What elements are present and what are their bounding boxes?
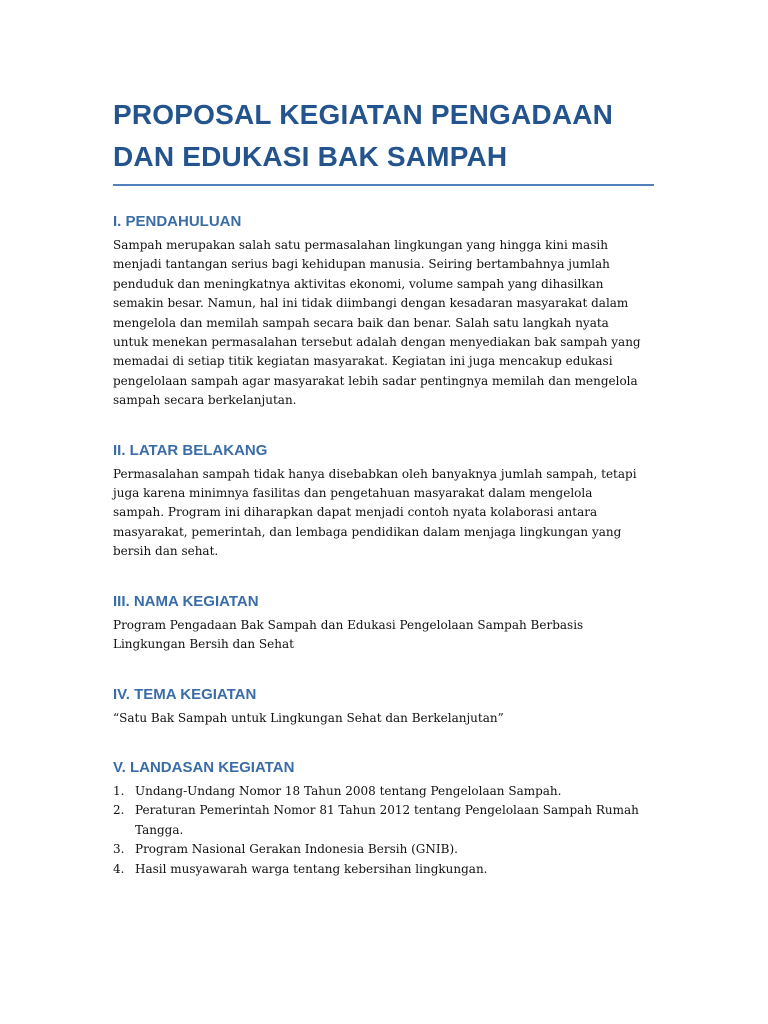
section-body: Permasalahan sampah tidak hanya disebabkan oleh banyaknya jumlah sampah, tetapi juga karena minimnya fasilitas dan pengetahuan masyarakat dalam mengelola sampah. Program ini diharapkan dapat menjadi contoh nyata kolaborasi antara masyarakat, pemerintah, dan lembaga pendidikan dalam menjaga lingkungan yang bersih dan sehat.: [113, 466, 637, 559]
list-item-text: Hasil musyawarah warga tentang kebersihan lingkungan.: [135, 861, 488, 876]
list-item-number: 1.: [113, 783, 125, 798]
section-pendahuluan: [113, 212, 654, 411]
list-item-text: Peraturan Pemerintah Nomor 81 Tahun 2012 tentang Pengelolaan Sampah Rumah Tangga.: [135, 803, 639, 837]
section-landasan-kegiatan: [113, 758, 654, 879]
section-body: “Satu Bak Sampah untuk Lingkungan Sehat dan Berkelanjutan”: [113, 710, 504, 725]
section-heading: V. LANDASAN KEGIATAN: [113, 758, 295, 776]
list-item-number: 4.: [113, 861, 125, 876]
list-item: [113, 860, 643, 879]
list-item: [113, 782, 643, 801]
section-heading: I. PENDAHULUAN: [113, 213, 242, 230]
section-body: Sampah merupakan salah satu permasalahan lingkungan yang hingga kini masih menjadi tantangan serius bagi kehidupan manusia. Seiring bertambahnya jumlah penduduk dan meningkatnya aktivitas ekonomi, volume sampah yang dihasilkan semakin besar. Namun, hal ini tidak diimbangi dengan kesadaran masyarakat dalam mengelola dan memilah sampah secara baik dan benar. Salah satu langkah nyata untuk menekan permasalahan tersebut adalah dengan menyediakan bak sampah yang memadai di setiap titik kegiatan masyarakat. Kegiatan ini juga mencakup edukasi pengelolaan sampah agar masyarakat lebih sadar pentingnya memilah dan mengelola sampah secara berkelanjutan.: [113, 238, 641, 408]
section-heading: III. NAMA KEGIATAN: [113, 592, 259, 610]
section-latar-belakang: [113, 441, 654, 562]
list-item-number: 2.: [113, 803, 125, 818]
section-nama-kegiatan: [113, 592, 654, 655]
section-heading: IV. TEMA KEGIATAN: [113, 685, 257, 703]
list-item-text: Undang-Undang Nomor 18 Tahun 2008 tentang Pengelolaan Sampah.: [135, 783, 562, 798]
list-item: [113, 801, 643, 840]
section-body: Program Pengadaan Bak Sampah dan Edukasi Pengelolaan Sampah Berbasis Lingkungan Bersih dan Sehat: [113, 617, 584, 652]
list-item-number: 3.: [113, 842, 125, 857]
section-tema-kegiatan: [113, 685, 654, 728]
list-item: [113, 840, 643, 859]
document-title: PROPOSAL KEGIATAN PENGADAAN DAN EDUKASI BAK SAMPAH: [113, 94, 654, 186]
landasan-list: [113, 782, 643, 879]
list-item-text: Program Nasional Gerakan Indonesia Bersih (GNIB).: [135, 842, 458, 857]
section-heading: II. LATAR BELAKANG: [113, 441, 268, 459]
